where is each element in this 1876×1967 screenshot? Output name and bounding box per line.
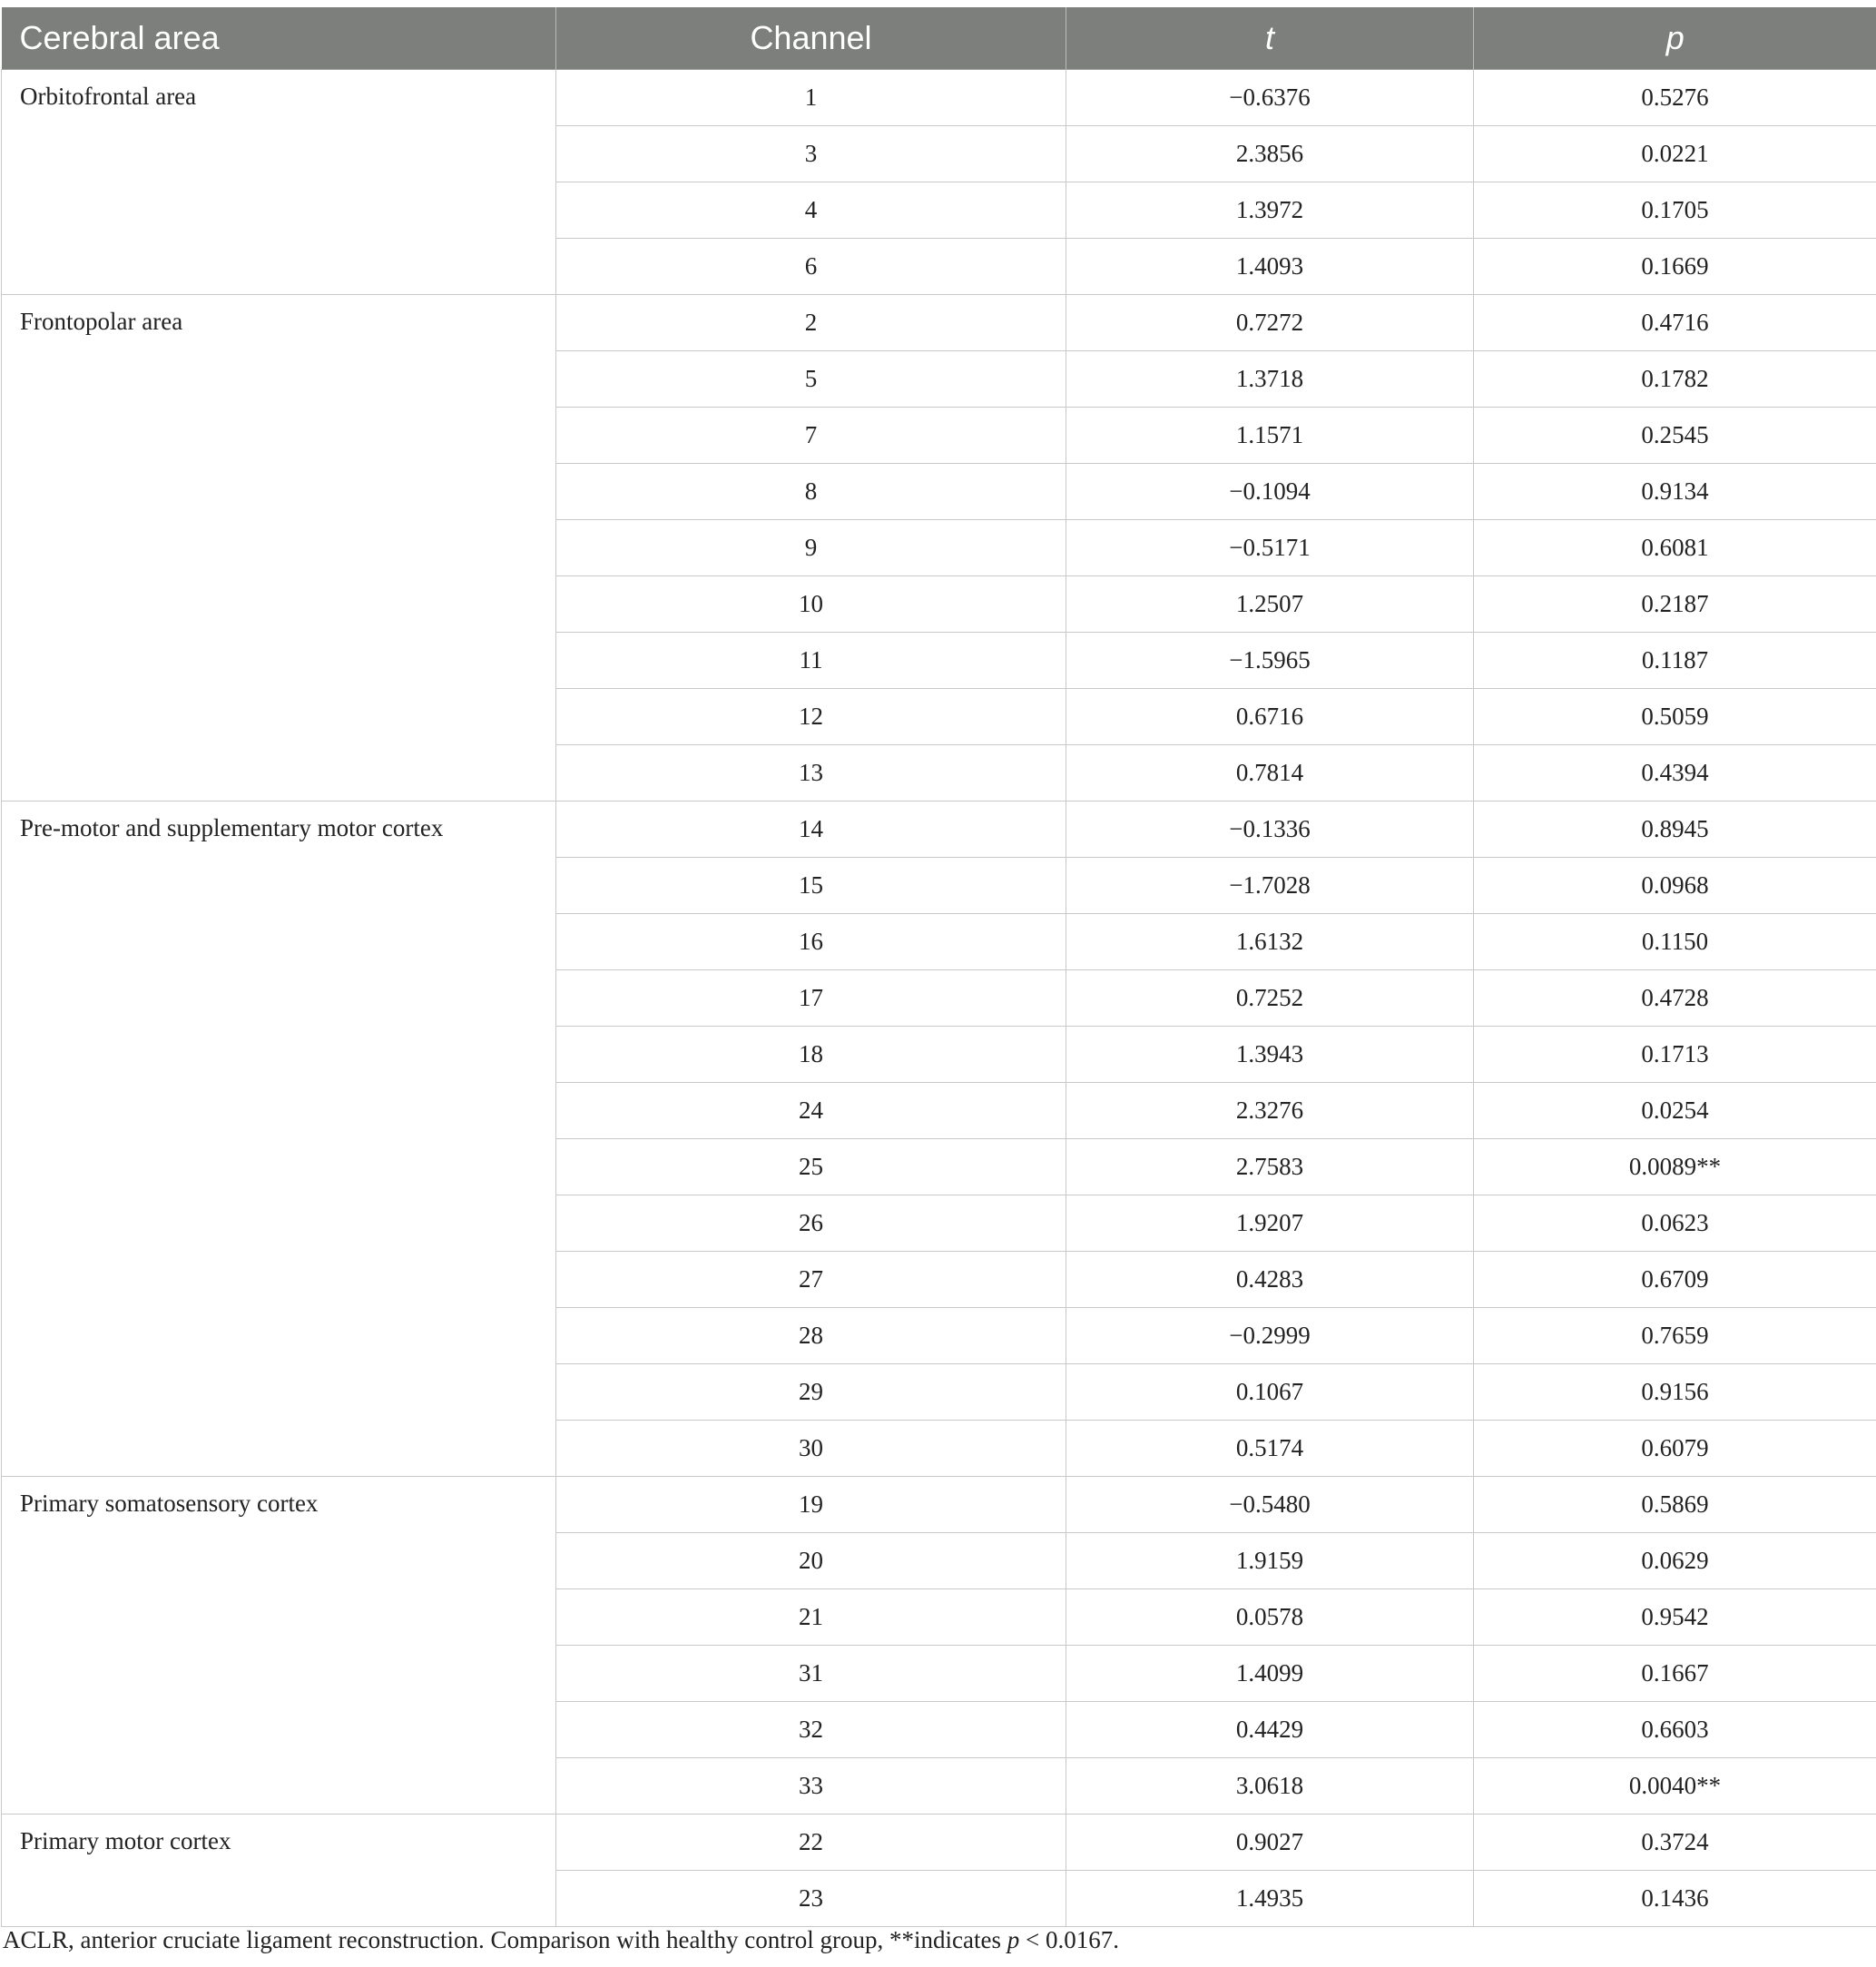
channel-cell: 16 — [556, 914, 1066, 970]
p-cell: 0.4716 — [1474, 295, 1876, 351]
table-row — [2, 1815, 1876, 1871]
t-cell: 2.3856 — [1066, 126, 1474, 182]
t-cell: −0.6376 — [1066, 70, 1474, 126]
channel-cell: 2 — [556, 295, 1066, 351]
channel-cell: 6 — [556, 239, 1066, 295]
t-cell: −1.7028 — [1066, 858, 1474, 914]
p-cell: 0.6079 — [1474, 1421, 1876, 1477]
table-body — [2, 70, 1876, 1927]
cerebral-area-cell: Primary somatosensory cortex — [2, 1477, 556, 1815]
channel-cell: 29 — [556, 1364, 1066, 1421]
header-row — [2, 7, 1876, 70]
cerebral-area-cell: Frontopolar area — [2, 295, 556, 802]
p-cell: 0.5869 — [1474, 1477, 1876, 1533]
p-cell: 0.4394 — [1474, 745, 1876, 802]
t-cell: 0.7272 — [1066, 295, 1474, 351]
t-cell: 1.9207 — [1066, 1195, 1474, 1252]
channel-cell: 23 — [556, 1871, 1066, 1927]
t-cell: 1.2507 — [1066, 576, 1474, 633]
channel-cell: 31 — [556, 1646, 1066, 1702]
t-cell: 1.4099 — [1066, 1646, 1474, 1702]
channel-cell: 5 — [556, 351, 1066, 408]
header-t: t — [1066, 7, 1474, 70]
t-cell: −0.5171 — [1066, 520, 1474, 576]
channel-cell: 4 — [556, 182, 1066, 239]
table-footnote — [3, 1926, 1119, 1954]
p-cell: 0.1669 — [1474, 239, 1876, 295]
channel-cell: 17 — [556, 970, 1066, 1027]
t-cell: 3.0618 — [1066, 1758, 1474, 1815]
p-cell: 0.9134 — [1474, 464, 1876, 520]
channel-cell: 30 — [556, 1421, 1066, 1477]
channel-cell: 24 — [556, 1083, 1066, 1139]
footnote-text-before: ACLR, anterior cruciate ligament reconstruction. Comparison with healthy control group, **indicates — [3, 1926, 1007, 1953]
t-cell: −0.2999 — [1066, 1308, 1474, 1364]
channel-cell: 7 — [556, 408, 1066, 464]
channel-cell: 1 — [556, 70, 1066, 126]
channel-cell: 3 — [556, 126, 1066, 182]
header-channel: Channel — [556, 7, 1066, 70]
p-cell: 0.0629 — [1474, 1533, 1876, 1589]
channel-cell: 33 — [556, 1758, 1066, 1815]
t-cell: 1.4935 — [1066, 1871, 1474, 1927]
p-cell: 0.0254 — [1474, 1083, 1876, 1139]
header-cerebral-area: Cerebral area — [2, 7, 556, 70]
channel-cell: 9 — [556, 520, 1066, 576]
p-cell: 0.1150 — [1474, 914, 1876, 970]
t-cell: −0.1094 — [1066, 464, 1474, 520]
p-cell: 0.0221 — [1474, 126, 1876, 182]
channel-cell: 14 — [556, 802, 1066, 858]
p-cell: 0.7659 — [1474, 1308, 1876, 1364]
t-cell: 1.1571 — [1066, 408, 1474, 464]
t-cell: 1.3972 — [1066, 182, 1474, 239]
p-cell: 0.0089** — [1474, 1139, 1876, 1195]
t-cell: 0.4429 — [1066, 1702, 1474, 1758]
t-cell: 2.7583 — [1066, 1139, 1474, 1195]
channel-cell: 21 — [556, 1589, 1066, 1646]
t-cell: 1.4093 — [1066, 239, 1474, 295]
table-row — [2, 802, 1876, 858]
p-cell: 0.4728 — [1474, 970, 1876, 1027]
table-row — [2, 1477, 1876, 1533]
table-row — [2, 295, 1876, 351]
p-cell: 0.1705 — [1474, 182, 1876, 239]
p-cell: 0.1187 — [1474, 633, 1876, 689]
channel-cell: 20 — [556, 1533, 1066, 1589]
p-cell: 0.0623 — [1474, 1195, 1876, 1252]
t-cell: 0.7252 — [1066, 970, 1474, 1027]
footnote-text-after: < 0.0167. — [1019, 1926, 1119, 1953]
channel-cell: 13 — [556, 745, 1066, 802]
p-cell: 0.0968 — [1474, 858, 1876, 914]
cerebral-area-cell: Orbitofrontal area — [2, 70, 556, 295]
p-cell: 0.2545 — [1474, 408, 1876, 464]
channel-cell: 28 — [556, 1308, 1066, 1364]
p-cell: 0.1782 — [1474, 351, 1876, 408]
channel-cell: 25 — [556, 1139, 1066, 1195]
p-cell: 0.1713 — [1474, 1027, 1876, 1083]
channel-cell: 10 — [556, 576, 1066, 633]
p-cell: 0.6603 — [1474, 1702, 1876, 1758]
t-cell: 0.1067 — [1066, 1364, 1474, 1421]
table-row — [2, 70, 1876, 126]
p-cell: 0.5059 — [1474, 689, 1876, 745]
p-cell: 0.0040** — [1474, 1758, 1876, 1815]
t-cell: 0.7814 — [1066, 745, 1474, 802]
channel-cell: 12 — [556, 689, 1066, 745]
channel-cell: 22 — [556, 1815, 1066, 1871]
p-cell: 0.2187 — [1474, 576, 1876, 633]
t-cell: 1.6132 — [1066, 914, 1474, 970]
t-cell: 0.5174 — [1066, 1421, 1474, 1477]
t-cell: 1.3943 — [1066, 1027, 1474, 1083]
p-cell: 0.1436 — [1474, 1871, 1876, 1927]
results-table — [1, 7, 1876, 1927]
channel-cell: 15 — [556, 858, 1066, 914]
p-cell: 0.1667 — [1474, 1646, 1876, 1702]
t-cell: 0.4283 — [1066, 1252, 1474, 1308]
p-cell: 0.6081 — [1474, 520, 1876, 576]
t-cell: 1.3718 — [1066, 351, 1474, 408]
channel-cell: 27 — [556, 1252, 1066, 1308]
t-cell: 2.3276 — [1066, 1083, 1474, 1139]
t-cell: −1.5965 — [1066, 633, 1474, 689]
p-cell: 0.5276 — [1474, 70, 1876, 126]
t-cell: 1.9159 — [1066, 1533, 1474, 1589]
channel-cell: 18 — [556, 1027, 1066, 1083]
p-cell: 0.8945 — [1474, 802, 1876, 858]
cerebral-area-cell: Pre-motor and supplementary motor cortex — [2, 802, 556, 1477]
footnote-italic-p: p — [1007, 1926, 1020, 1953]
channel-cell: 32 — [556, 1702, 1066, 1758]
p-cell: 0.6709 — [1474, 1252, 1876, 1308]
t-cell: 0.9027 — [1066, 1815, 1474, 1871]
channel-cell: 19 — [556, 1477, 1066, 1533]
t-cell: −0.5480 — [1066, 1477, 1474, 1533]
p-cell: 0.9156 — [1474, 1364, 1876, 1421]
t-cell: 0.6716 — [1066, 689, 1474, 745]
t-cell: 0.0578 — [1066, 1589, 1474, 1646]
t-cell: −0.1336 — [1066, 802, 1474, 858]
channel-cell: 11 — [556, 633, 1066, 689]
header-p: p — [1474, 7, 1876, 70]
p-cell: 0.9542 — [1474, 1589, 1876, 1646]
p-cell: 0.3724 — [1474, 1815, 1876, 1871]
channel-cell: 8 — [556, 464, 1066, 520]
cerebral-area-cell: Primary motor cortex — [2, 1815, 556, 1927]
channel-cell: 26 — [556, 1195, 1066, 1252]
